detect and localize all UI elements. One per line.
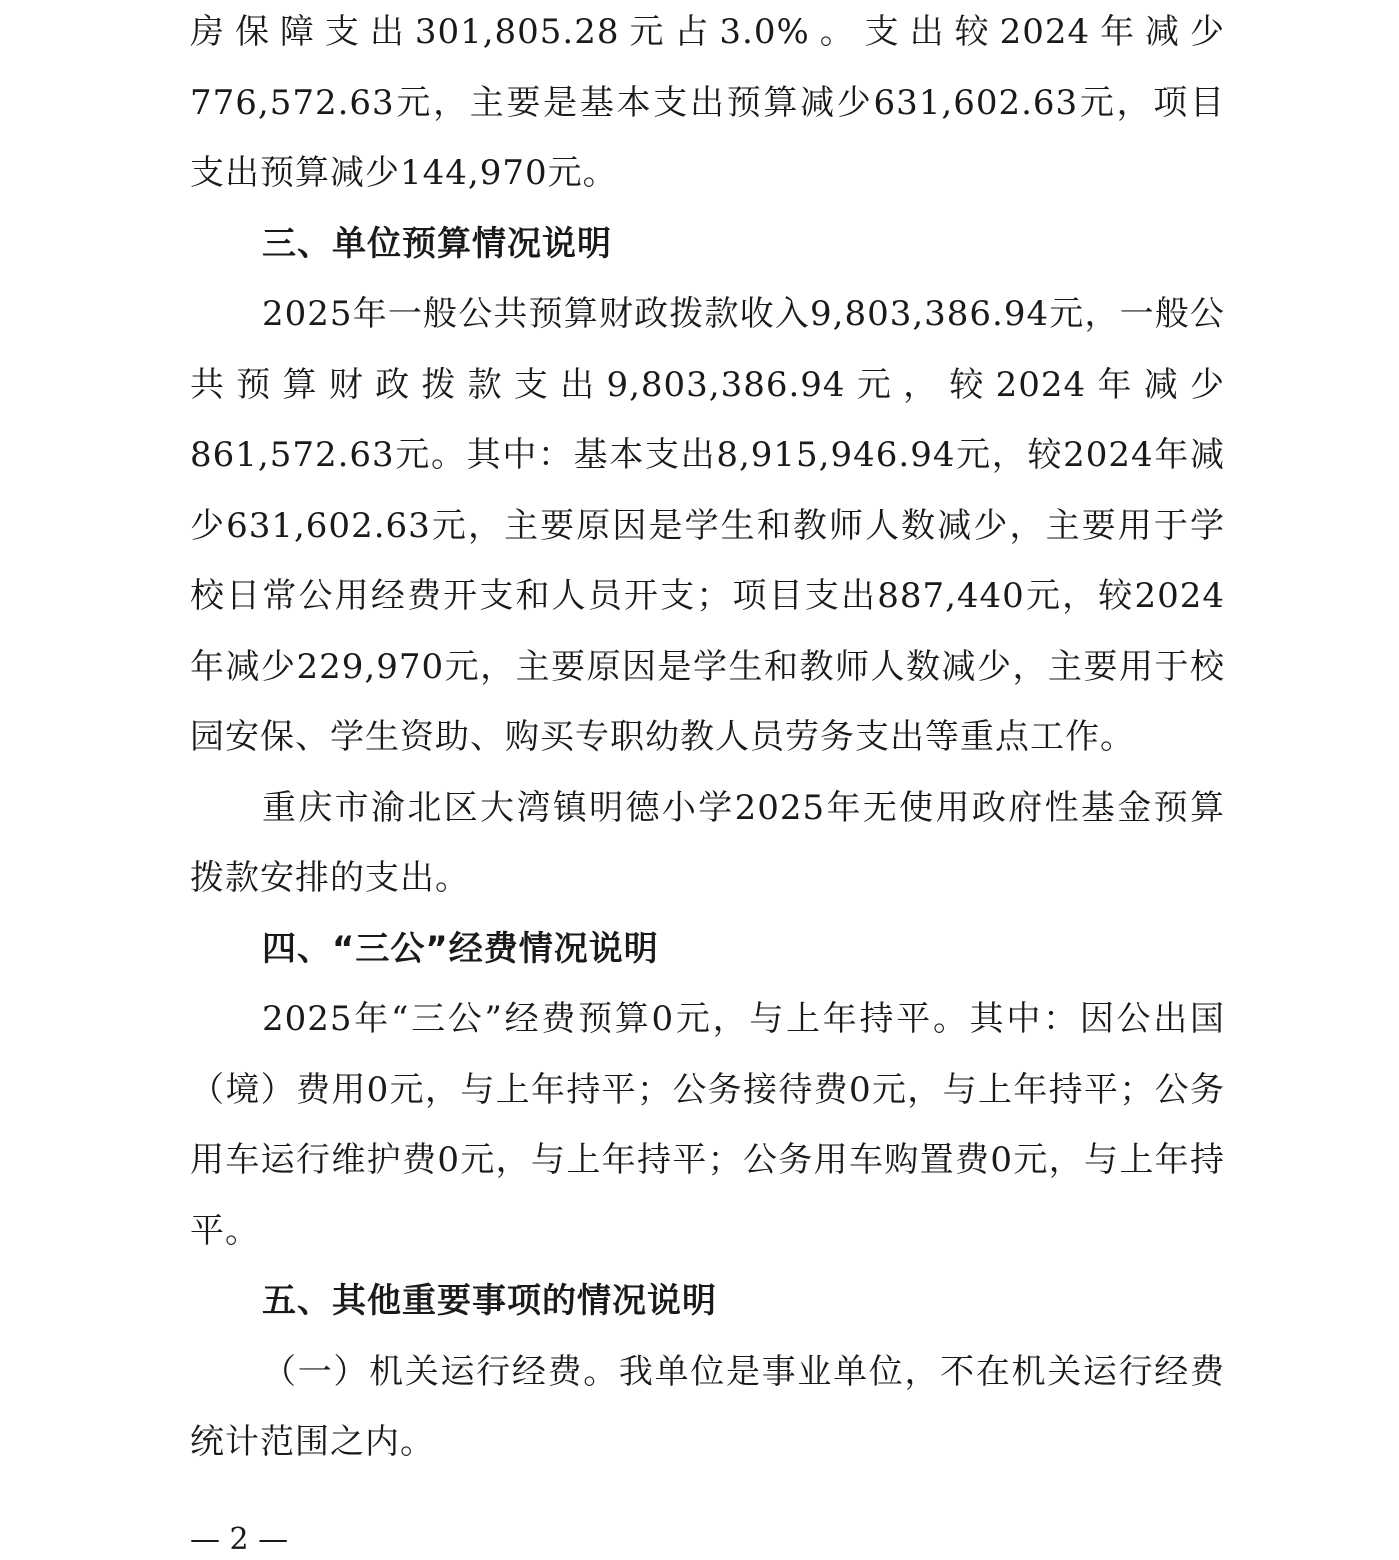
section-heading-unit-budget: 三、单位预算情况说明 (262, 223, 612, 264)
paragraph-general-budget: 2025年一般公共预算财政拨款收入9,803,386.94元，一般公共预算财政拨款支出9,803,386.94元，较2024年减少861,572.63元。其中：基本支出8,915,946.94元，较2024年减少631,602.63元，主要原因是学生和教师人数减少，主要用于学校日常公用经费开支和人员开支；项目支出887,440元，较2024年减少229,970元，主要原因是学生和教师人数减少，主要用于校园安保、学生资助、购买专职幼教人员劳务支出等重点工作。 (190, 294, 1225, 757)
document-body (190, 0, 1225, 1478)
paragraph-operating-expenses: （一）机关运行经费。我单位是事业单位，不在机关运行经费统计范围之内。 (190, 1351, 1225, 1462)
section-heading-three-public: 四、“三公”经费情况说明 (262, 928, 659, 969)
paragraph-government-fund: 重庆市渝北区大湾镇明德小学2025年无使用政府性基金预算拨款安排的支出。 (190, 787, 1225, 898)
section-heading-other-matters: 五、其他重要事项的情况说明 (262, 1281, 717, 1321)
paragraph-three-public-expenses: 2025年“三公”经费预算0元，与上年持平。其中：因公出国（境）费用0元，与上年持平；公务接待费0元，与上年持平；公务用车运行维护费0元，与上年持平；公务用车购置费0元，与上年持平。 (190, 999, 1225, 1251)
paragraph-housing-expenditure: 房保障支出301,805.28元占3.0%。支出较2024年减少776,572.63元，主要是基本支出预算减少631,602.63元，项目支出预算减少144,970元。 (190, 12, 1225, 193)
page-number: — 2 — (190, 1522, 289, 1557)
